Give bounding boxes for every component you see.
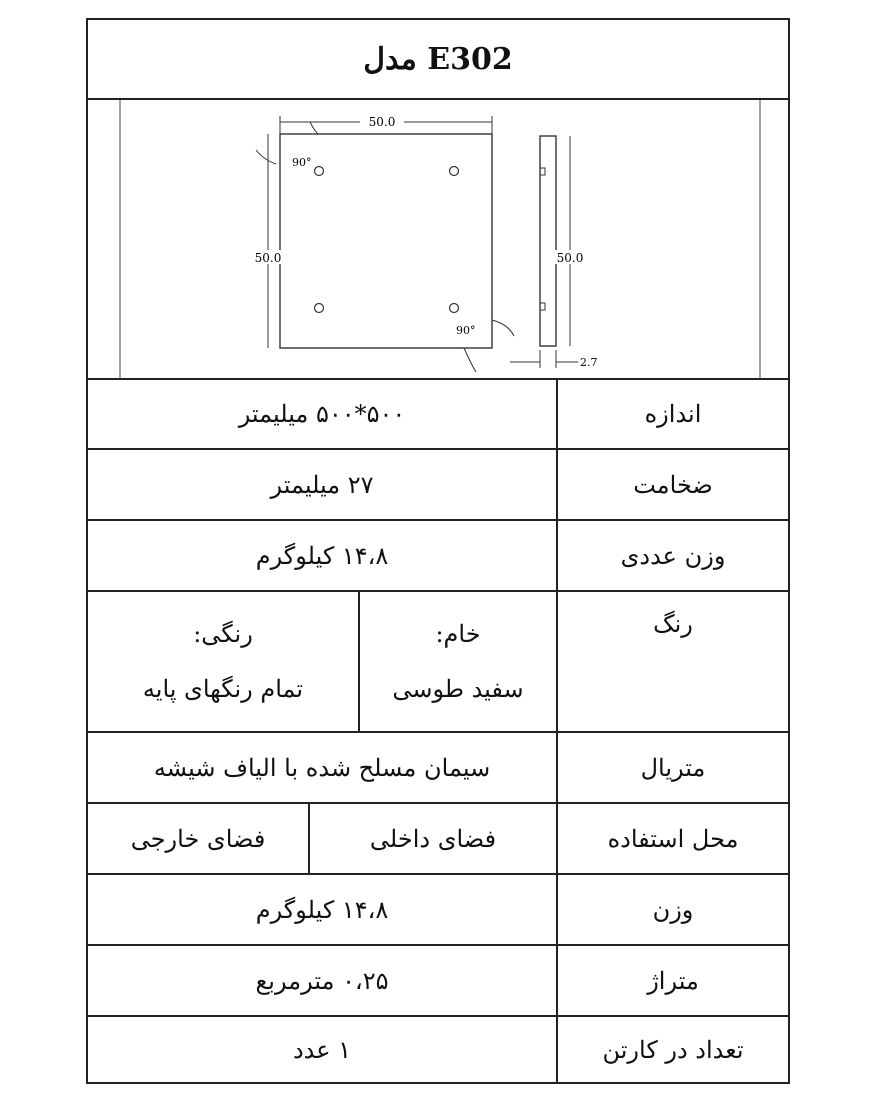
- color-raw-title: خام:: [435, 619, 481, 648]
- side-height-dimension-label: 50.0: [556, 251, 584, 265]
- angle-leader: [310, 122, 318, 134]
- angle-label-bottom: 90°: [456, 324, 476, 337]
- mounting-hole: [315, 167, 324, 176]
- spec-label: ضخامت: [556, 450, 788, 519]
- side-notch: [540, 168, 545, 175]
- spec-row-thickness: [88, 450, 788, 521]
- spec-row-color: [88, 592, 788, 733]
- spec-label: وزن: [556, 875, 788, 944]
- spec-row-weight: [88, 875, 788, 946]
- color-colored-title: رنگی:: [193, 619, 253, 648]
- spec-value: سیمان مسلح شده با الیاف شیشه: [153, 753, 491, 782]
- spec-value: ۱۴،۸ کیلوگرم: [255, 541, 389, 570]
- drawing-svg: [88, 100, 788, 378]
- spec-label: اندازه: [556, 380, 788, 448]
- mounting-hole: [315, 304, 324, 313]
- color-raw-value: سفید طوسی: [392, 675, 524, 704]
- spec-value: ۱۴،۸ کیلوگرم: [255, 895, 389, 924]
- spec-label: وزن عددی: [556, 521, 788, 590]
- angle-leader: [464, 348, 476, 372]
- mounting-hole: [450, 304, 459, 313]
- spec-row-size: [88, 380, 788, 450]
- technical-drawing: [88, 100, 788, 380]
- usage-outdoor: فضای خارجی: [130, 824, 266, 853]
- color-raw-cell: [358, 592, 556, 731]
- spec-row-usage: [88, 804, 788, 875]
- color-colored-cell: [88, 592, 358, 731]
- spec-row-material: [88, 733, 788, 804]
- thickness-dimension-label: 2.7: [580, 356, 598, 369]
- spec-row-unit-weight: [88, 521, 788, 592]
- spec-label: متریال: [556, 733, 788, 802]
- spec-value: ۰،۲۵ مترمربع: [255, 966, 389, 995]
- spec-value: ۵۰۰*۵۰۰ میلیمتر: [238, 400, 406, 428]
- width-dimension-label: 50.0: [368, 115, 396, 129]
- height-dimension-label: 50.0: [254, 251, 282, 265]
- spec-label: تعداد در کارتن: [556, 1017, 788, 1082]
- page-title: مدل E302: [88, 20, 788, 100]
- spec-row-carton: [88, 1017, 788, 1082]
- angle-label-top: 90°: [292, 156, 312, 169]
- side-notch: [540, 303, 545, 310]
- mounting-hole: [450, 167, 459, 176]
- angle-leader: [256, 150, 276, 164]
- spec-label: محل استفاده: [556, 804, 788, 873]
- spec-row-area: [88, 946, 788, 1017]
- spec-label: متراژ: [556, 946, 788, 1015]
- spec-value: ۱ عدد: [292, 1035, 352, 1064]
- spec-sheet: [86, 18, 790, 1084]
- spec-label: رنگ: [556, 592, 788, 731]
- angle-leader: [492, 320, 514, 336]
- color-colored-value: تمام رنگهای پایه: [142, 675, 304, 704]
- usage-indoor: فضای داخلی: [308, 804, 556, 873]
- front-panel: [280, 134, 492, 348]
- spec-value: ۲۷ میلیمتر: [270, 470, 374, 499]
